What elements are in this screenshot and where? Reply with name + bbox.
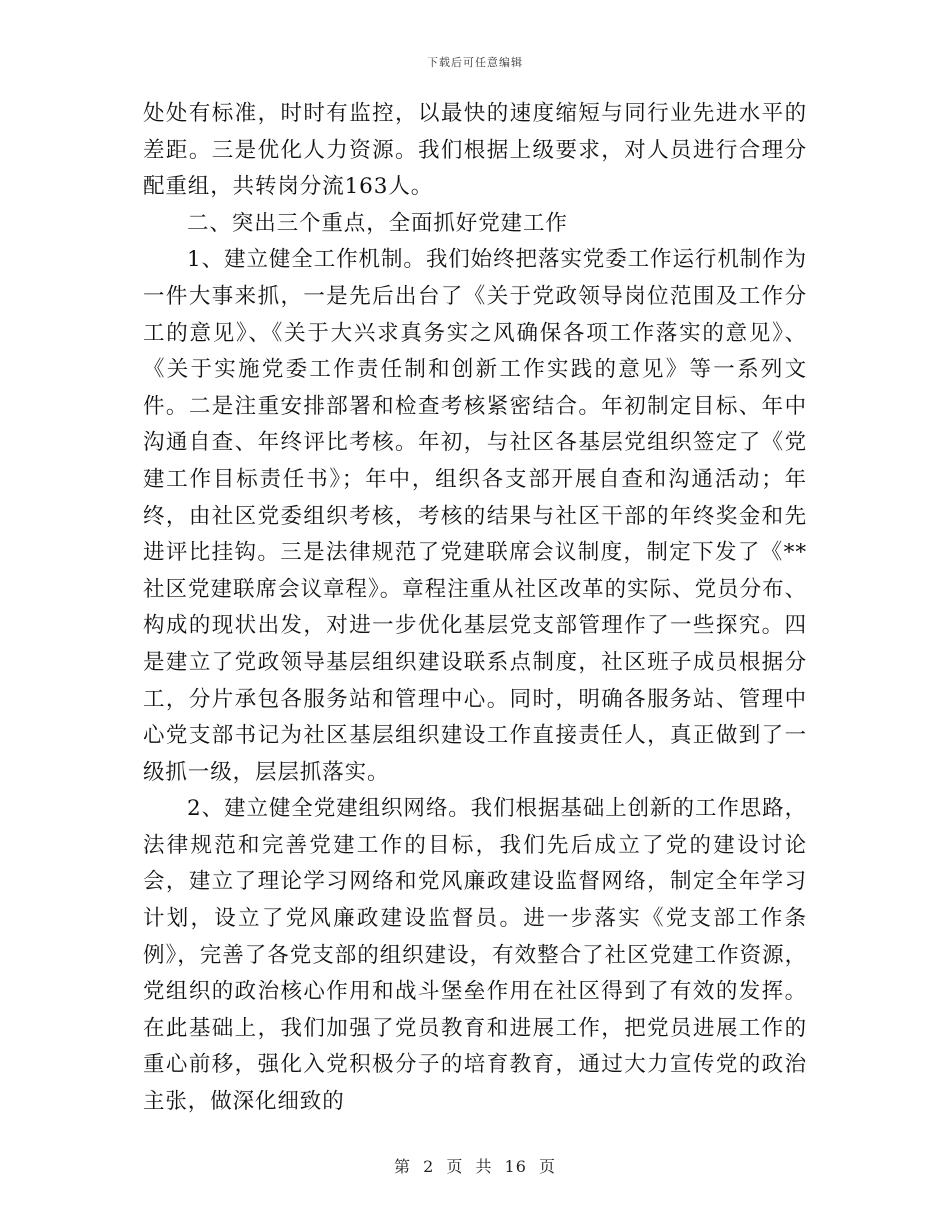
section-heading: 二、突出三个重点，全面抓好党建工作 <box>187 210 568 236</box>
document-body <box>143 96 807 1121</box>
paragraph-organization-network: 2、建立健全党建组织网络。我们根据基础上创新的工作思路，法律规范和完善党建工作的目标，我们先后成立了党的建设讨论会，建立了理论学习网络和党风廉政建设监督网络，制定全年学习计划，设立了党风廉政建设监督员。进一步落实《党支部工作条例》，完善了各党支部的组织建设，有效整合了社区党建工作资源，党组织的政治核心作用和战斗堡垒作用在社区得到了有效的发挥。在此基础上，我们加强了党员教育和进展工作，把党员进展工作的重心前移，强化入党积极分子的培育教育，通过大力宣传党的政治主张，做深化细致的 <box>143 796 807 1115</box>
page-number: 第 2 页 共 16 页 <box>394 1157 556 1176</box>
paragraph-continuation: 处处有标准，时时有监控，以最快的速度缩短与同行业先进水平的差距。三是优化人力资源。我们根据上级要求，对人员进行合理分配重组，共转岗分流163人。 <box>143 101 807 200</box>
download-note: 下载后可任意编辑 <box>427 56 523 69</box>
paragraph-work-mechanism: 1、建立健全工作机制。我们始终把落实党委工作运行机制作为一件大事来抓，一是先后出台了《关于党政领导岗位范围及工作分工的意见》、《关于大兴求真务实之风确保各项工作落实的意见》、《关于实施党委工作责任制和创新工作实践的意见》等一系列文件。二是注重安排部署和检查考核紧密结合。年初制定目标、年中沟通自查、年终评比考核。年初，与社区各基层党组织签定了《党建工作目标责任书》；年中，组织各支部开展自查和沟通活动；年终，由社区党委组织考核，考核的结果与社区干部的年终奖金和先进评比挂钩。三是法律规范了党建联席会议制度，制定下发了《**社区党建联席会议章程》。章程注重从社区改革的实际、党员分布、构成的现状出发，对进一步优化基层党支部管理作了一些探究。四是建立了党政领导基层组织建设联系点制度，社区班子成员根据分工，分片承包各服务站和管理中心。同时，明确各服务站、管理中心党支部书记为社区基层组织建设工作直接责任人，真正做到了一级抓一级，层层抓落实。 <box>143 247 807 785</box>
